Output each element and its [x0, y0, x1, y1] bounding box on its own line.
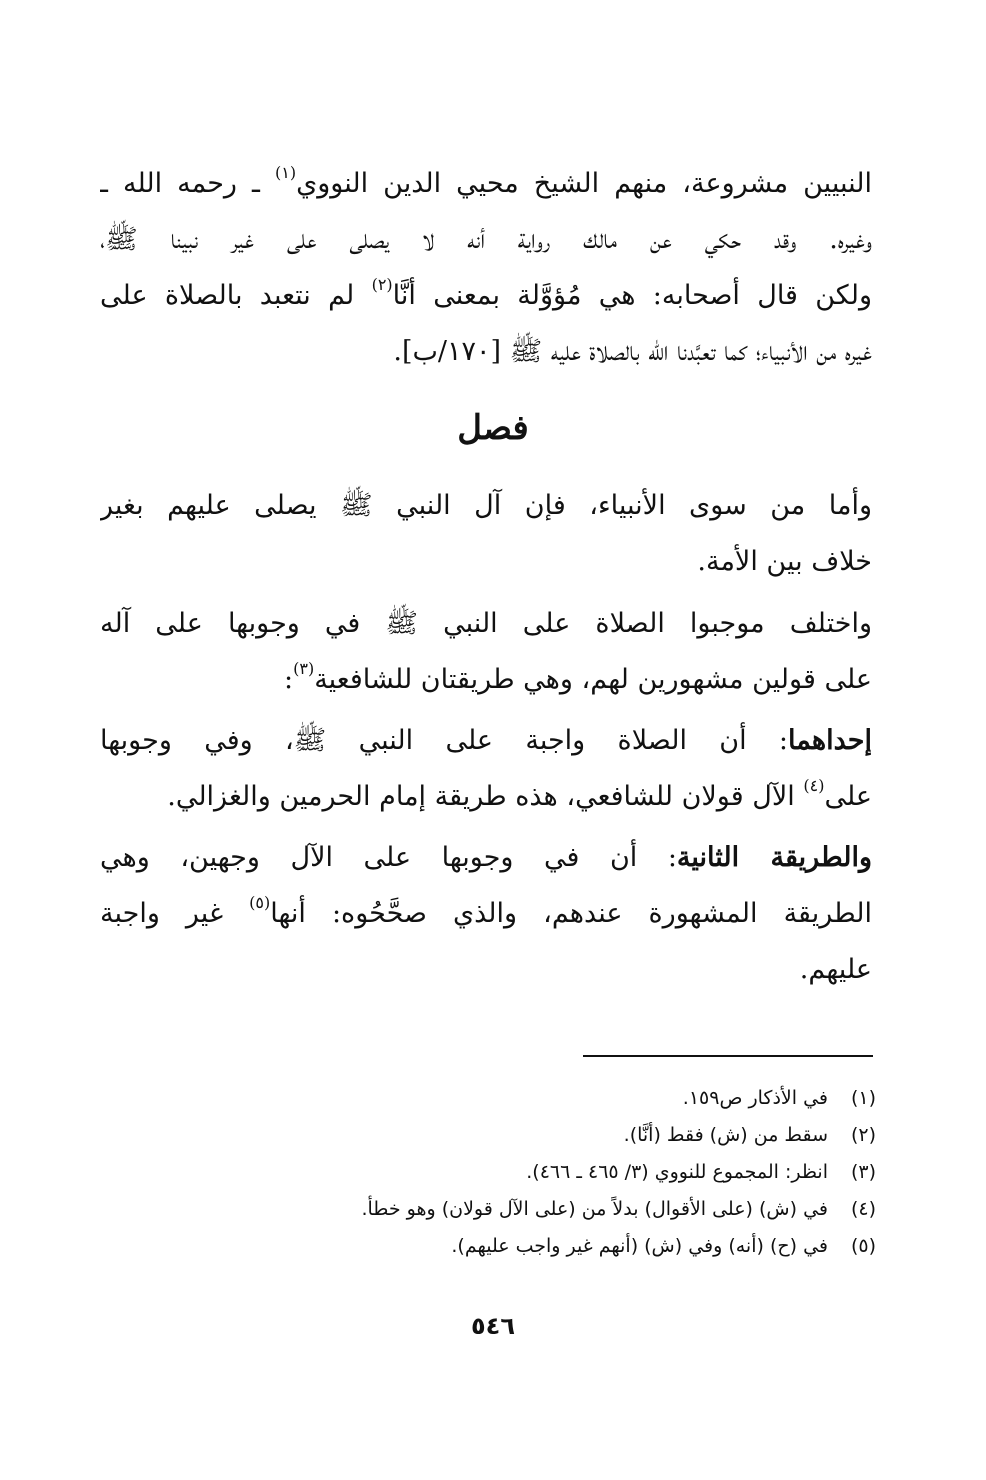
text-line: واختلف موجبوا الصلاة على النبي ﷺ في وجوبها على آله: [100, 608, 872, 639]
footnote-divider: [583, 1055, 873, 1057]
footnote-text: في الأذكار ص١٥٩.: [682, 1087, 828, 1109]
text-line: خلاف بين الأمة.: [697, 546, 872, 577]
footnote-item: [200, 1154, 876, 1191]
footnote-ref[interactable]: (٥): [249, 893, 271, 912]
footnote-ref[interactable]: (١): [275, 163, 297, 182]
footnote-item: [200, 1080, 876, 1117]
bold-term: إحداهما: [788, 725, 872, 756]
text-line: وغيره. وقد حكي عن مالك رواية أنه لا يصلى على غير نبينا ﷺ،: [100, 224, 872, 255]
section-heading: فصل: [457, 408, 529, 448]
footnote-item: [200, 1191, 876, 1228]
text-line: والطريقة الثانية: أن في وجوبها على الآل وجهين، وهي: [100, 842, 872, 873]
paragraph-4: [100, 830, 872, 998]
footnote-ref[interactable]: (٣): [293, 659, 315, 678]
text-line: النبيين مشروعة، منهم الشيخ محيي الدين النووي$^{(١)}$ ـ رحمه الله ـ: [100, 163, 872, 199]
paragraph-1: [100, 478, 872, 590]
page-number: ٥٤٦: [471, 1312, 515, 1340]
footnotes-list: [200, 1080, 876, 1265]
footnote-number: (٤): [850, 1198, 876, 1220]
intro-paragraph: [100, 156, 872, 380]
footnote-number: (٥): [850, 1235, 876, 1257]
footnote-item: [200, 1117, 876, 1154]
footnote-text: في (ش) (على الأقوال) بدلاً من (على الآل قولان) وهو خطأ.: [361, 1198, 828, 1220]
paragraph-2: [100, 596, 872, 708]
footnote-item: [200, 1228, 876, 1265]
text-line: على$^{(٤)}$ الآل قولان للشافعي، هذه طريقة إمام الحرمين والغزالي.: [167, 776, 872, 812]
text-line: غيره من الأنبياء؛ كما تعبَّدنا الله بالصلاة عليه ﷺ [١٧٠/ب].: [393, 336, 872, 367]
footnote-number: (١): [850, 1087, 876, 1109]
footnote-text: في (ح) (أنه) وفي (ش) (أنهم غير واجب عليهم).: [451, 1235, 828, 1257]
footnote-ref[interactable]: (٤): [803, 776, 825, 795]
footnote-number: (٢): [850, 1124, 876, 1146]
text-line: على قولين مشهورين لهم، وهي طريقتان للشافعية$^{(٣)}$:: [283, 659, 872, 695]
paragraph-3: [100, 713, 872, 825]
footnote-ref[interactable]: (٢): [371, 275, 393, 294]
footnote-text: سقط من (ش) فقط (أنَّا).: [623, 1124, 828, 1146]
bold-term: والطريقة الثانية: [676, 842, 872, 873]
footnote-number: (٣): [850, 1161, 876, 1183]
footnote-text: انظر: المجموع للنووي (٣/ ٤٦٥ ـ ٤٦٦).: [526, 1161, 828, 1183]
text-line: الطريقة المشهورة عندهم، والذي صحَّحُوه: أنها$^{(٥)}$ غير واجبة: [100, 893, 872, 929]
text-line: وأما من سوى الأنبياء، فإن آل النبي ﷺ يصلى عليهم بغير: [100, 490, 872, 521]
text-line: عليهم.: [799, 954, 872, 985]
text-line: إحداهما: أن الصلاة واجبة على النبي ﷺ، وفي وجوبها: [100, 725, 872, 756]
text-line: ولكن قال أصحابه: هي مُؤوَّلة بمعنى أنَّا$^{(٢)}$ لم نتعبد بالصلاة على: [100, 275, 872, 311]
